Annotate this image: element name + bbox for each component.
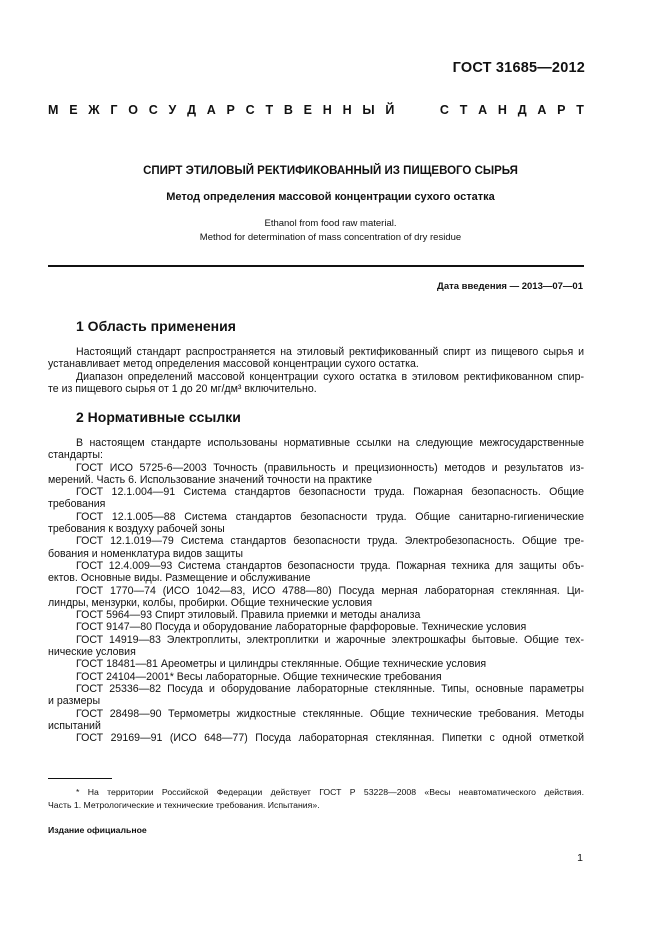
heading-letter: Т <box>459 103 468 117</box>
english-title-line-1: Ethanol from food raw material. <box>264 218 397 229</box>
reference-line: ГОСТ 12.4.009—93 Система стандартов безопасности труда. Пожарная техника для защиты объ- <box>76 559 584 572</box>
reference-line: требования <box>48 498 106 511</box>
reference-line: ГОСТ 25336—82 Посуда и оборудование лабораторные стеклянные. Типы, основные параметры <box>76 682 584 695</box>
english-title <box>0 217 661 245</box>
reference-line: мерений. Часть 6. Использование значений точности на практике <box>48 473 372 486</box>
official-edition-label: Издание официальное <box>48 825 147 835</box>
reference-line: ГОСТ 1770—74 (ИСО 1042—83, ИСО 4788—80) Посуда мерная лабораторная стеклянная. Ци- <box>76 584 584 597</box>
reference-line: линдры, мензурки, колбы, пробирки. Общие технические условия <box>48 596 373 609</box>
footnote-line-1: * На территории Российской Федерации действует ГОСТ Р 53228—2008 «Весы неавтоматического действия. <box>76 787 584 797</box>
reference-line: ГОСТ 12.1.005—88 Система стандартов безопасности труда. Общие санитарно-гигиенические <box>76 510 584 523</box>
reference-line: ГОСТ 28498—90 Термометры жидкостные стеклянные. Общие технические требования. Методы <box>76 707 584 720</box>
reference-line: ГОСТ 18481—81 Ареометры и цилиндры стеклянные. Общие технические условия <box>76 658 487 671</box>
reference-line: требования к воздуху рабочей зоны <box>48 523 225 536</box>
heading-letter: А <box>478 103 488 117</box>
heading-letter: Т <box>265 103 274 117</box>
word-gap <box>405 103 429 117</box>
heading-letter: Н <box>497 103 507 117</box>
reference-line: ГОСТ 9147—80 Посуда и оборудование лабораторные фарфоровые. Технические условия <box>76 621 527 634</box>
heading-letter: М <box>48 103 59 117</box>
section-1-heading: 1 Область применения <box>76 318 236 334</box>
text-line: устанавливает метод определения массовой концентрации сухого остатка. <box>48 358 419 371</box>
document-title: СПИРТ ЭТИЛОВЫЙ РЕКТИФИКОВАННЫЙ ИЗ ПИЩЕВОГО СЫРЬЯ <box>143 165 518 177</box>
gost-number: ГОСТ 31685—2012 <box>452 60 585 76</box>
reference-line: ГОСТ 24104—2001* Весы лабораторные. Общие технические требования <box>76 670 442 683</box>
heading-letter: Д <box>187 103 196 117</box>
footnote-line-2: Часть 1. Метрологические и технические требования. Испытания». <box>48 799 320 810</box>
footnote-divider <box>48 778 112 779</box>
reference-line: ГОСТ ИСО 5725-6—2003 Точность (правильность и прецизионность) методов и результатов из- <box>76 461 584 474</box>
heading-letter: С <box>148 103 158 117</box>
heading-letter: О <box>128 103 138 117</box>
heading-letter: Е <box>69 103 78 117</box>
text-line: Диапазон определений массовой концентрации сухого остатка в этиловом ректификованном спир- <box>76 370 584 383</box>
heading-letter: С <box>245 103 255 117</box>
reference-line: нические условия <box>48 646 136 659</box>
reference-line: испытаний <box>48 719 101 732</box>
text-line: Настоящий стандарт распространяется на этиловый ректификованный спирт из пищевого сырья и <box>76 346 584 358</box>
reference-line: ектов. Основные виды. Размещение и обслуживание <box>48 572 311 585</box>
text-line: те из пищевого сырья от 1 до 20 мг/дм³ включительно. <box>48 382 317 395</box>
heading-letter: А <box>537 103 547 117</box>
reference-line: ГОСТ 29169—91 (ИСО 648—77) Посуда лабораторная стеклянная. Пипетки с одной отметкой <box>76 732 584 745</box>
heading-letter: Н <box>342 103 352 117</box>
page-number: 1 <box>577 852 583 864</box>
english-title-line-2: Method for determination of mass concentration of dry residue <box>199 232 462 243</box>
heading-letter: У <box>168 103 177 117</box>
title-divider <box>48 265 584 267</box>
section-2-body <box>48 437 584 744</box>
reference-line: ГОСТ 14919—83 Электроплиты, электроплитки и жарочные электрошкафы бытовые. Общие тех- <box>76 633 584 646</box>
footnote <box>48 786 584 811</box>
section-1-body <box>48 346 584 395</box>
heading-letter: Р <box>557 103 566 117</box>
heading-letter: Ж <box>88 103 100 117</box>
document-subtitle: Метод определения массовой концентрации сухого остатка <box>166 191 495 203</box>
reference-line: ГОСТ 12.1.019—79 Система стандартов безопасности труда. Электробезопасность. Общие тре- <box>76 535 584 548</box>
section-2-heading: 2 Нормативные ссылки <box>76 409 241 425</box>
text-line: стандарты: <box>48 449 103 462</box>
standard-type-heading <box>48 103 584 117</box>
heading-letter: Т <box>576 103 584 117</box>
heading-letter: Ы <box>362 103 375 117</box>
heading-letter: Н <box>322 103 332 117</box>
introduction-date: Дата введения — 2013—07—01 <box>437 281 583 292</box>
heading-letter: В <box>283 103 293 117</box>
heading-letter: А <box>206 103 216 117</box>
text-line: В настоящем стандарте использованы нормативные ссылки на следующие межгосударственные <box>76 437 584 449</box>
heading-letter: Д <box>517 103 527 117</box>
reference-line: и размеры <box>48 695 101 708</box>
reference-line: бования и номенклатура видов защиты <box>48 547 243 560</box>
heading-letter: С <box>439 103 449 117</box>
heading-letter: Й <box>385 103 395 117</box>
heading-letter: Г <box>110 103 118 117</box>
reference-line: ГОСТ 12.1.004—91 Система стандартов безопасности труда. Пожарная безопасность. Общие <box>76 486 584 499</box>
heading-letter: Р <box>226 103 235 117</box>
reference-line: ГОСТ 5964—93 Спирт этиловый. Правила приемки и методы анализа <box>76 609 421 622</box>
heading-letter: Е <box>303 103 312 117</box>
